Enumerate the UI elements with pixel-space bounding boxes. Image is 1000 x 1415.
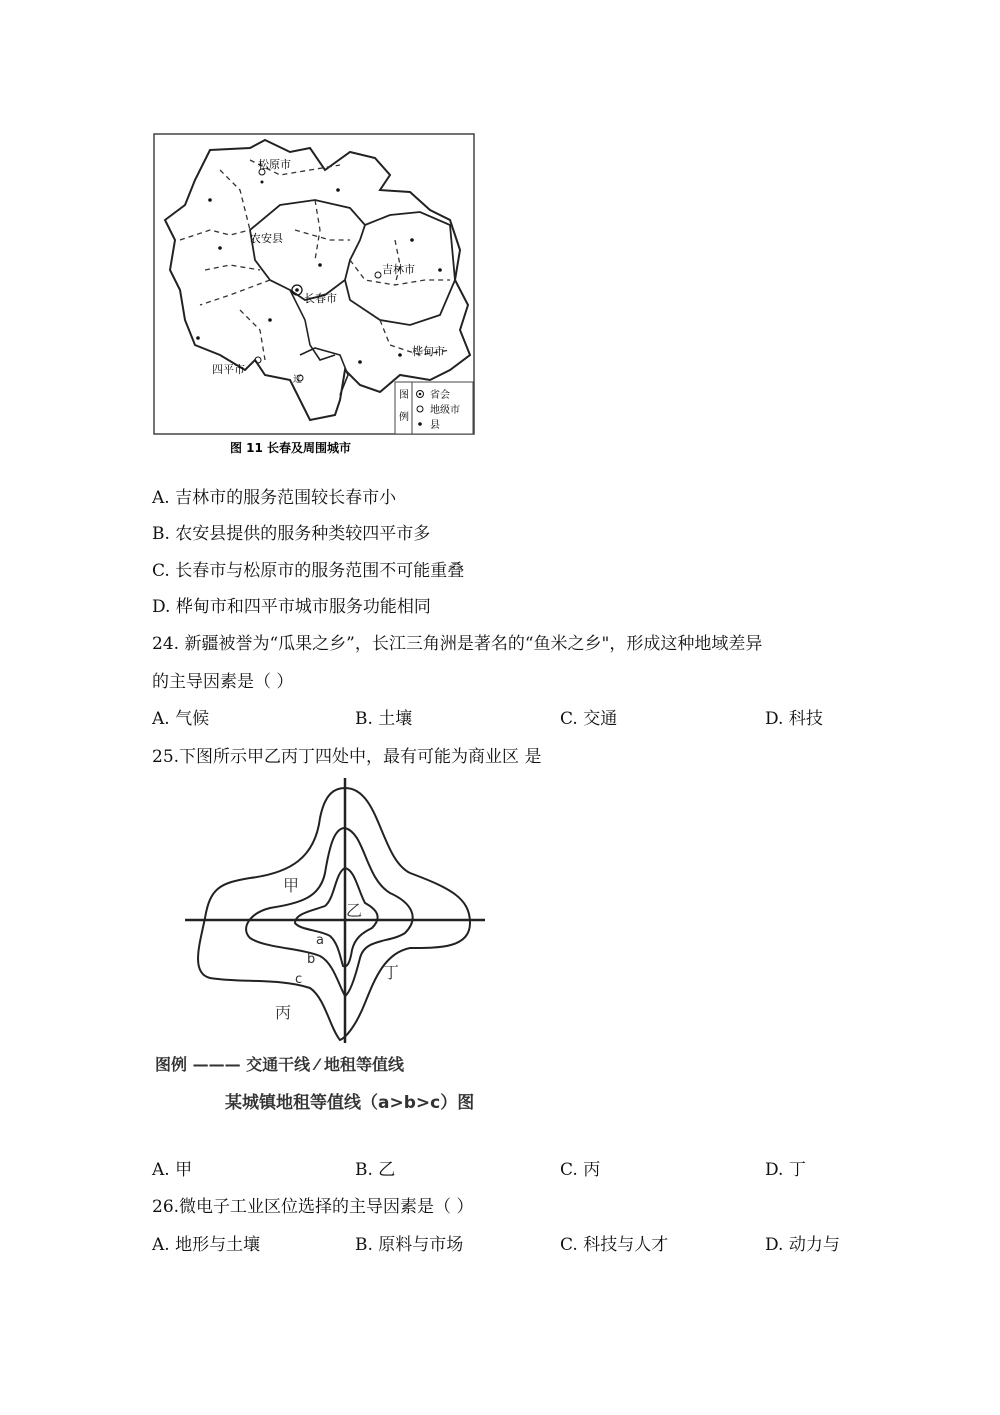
q26-stem: 26.微电子工业区位选择的主导因素是（ ） [152,1197,474,1217]
q26-option-a: A. 地形与土壤 [152,1235,261,1255]
q25-option-c: C. 丙 [560,1160,601,1180]
label-b: b [307,952,316,967]
changchun-map-figure [150,130,480,460]
label-ding: 丁 [383,963,400,982]
land-rent-isoline-figure [150,778,550,1123]
q25-option-b: B. 乙 [355,1160,396,1180]
q23-option-b: B. 农安县提供的服务种类较四平市多 [152,524,431,544]
label-changchun: 长春市 [304,292,337,305]
q24-stem-line1: 24. 新疆被誉为“瓜果之乡”，长江三角洲是著名的“鱼米之乡"，形成这种地域差异 [152,634,763,654]
q25-option-d: D. 丁 [765,1160,806,1180]
label-nongan: 农安县 [250,232,283,245]
q26-option-c: C. 科技与人才 [560,1235,669,1255]
q26-option-b: B. 原料与市场 [355,1235,464,1255]
q25-figure-legend: 图例 ——— 交通干线 ⁄ 地租等值线 [155,1055,404,1074]
legend-title: 图 [399,390,409,401]
label-bing: 丙 [275,1003,292,1022]
q26-option-d: D. 动力与 [765,1235,840,1255]
legend-prefecture: 地级市 [430,405,460,416]
label-c: c [295,972,303,987]
label-jilin: 吉林市 [382,263,415,276]
label-a: a [316,933,324,948]
q23-option-c: C. 长春市与松原市的服务范围不可能重叠 [152,561,465,581]
q23-option-d: D. 桦甸市和四平市城市服务功能相同 [152,597,431,617]
q25-option-a: A. 甲 [152,1160,193,1180]
q25-figure-caption: 某城镇地租等值线（a>b>c）图 [225,1093,475,1113]
q24-option-d: D. 科技 [765,709,823,729]
label-songyuan: 松原市 [258,158,291,171]
label-jia: 甲 [283,876,300,895]
figure11-caption: 图 11 长春及周围城市 [230,441,352,455]
legend-county: 县 [430,420,440,431]
q24-stem-line2: 的主导因素是（ ） [152,672,294,692]
q23-option-a: A. 吉林市的服务范围较长春市小 [152,488,397,508]
q24-option-c: C. 交通 [560,709,618,729]
q24-option-a: A. 气候 [152,709,210,729]
label-siping: 四平市 [212,363,245,376]
label-yi: 乙 [346,901,363,920]
q25-stem: 25.下图所示甲乙丙丁四处中，最有可能为商业区 是 [152,747,542,767]
label-liaoyuan: 辽 [293,375,303,385]
q24-option-b: B. 土壤 [355,709,413,729]
legend-title-2: 例 [399,412,409,423]
label-huadian: 桦甸市 [412,345,445,358]
legend-capital: 省会 [430,390,450,401]
